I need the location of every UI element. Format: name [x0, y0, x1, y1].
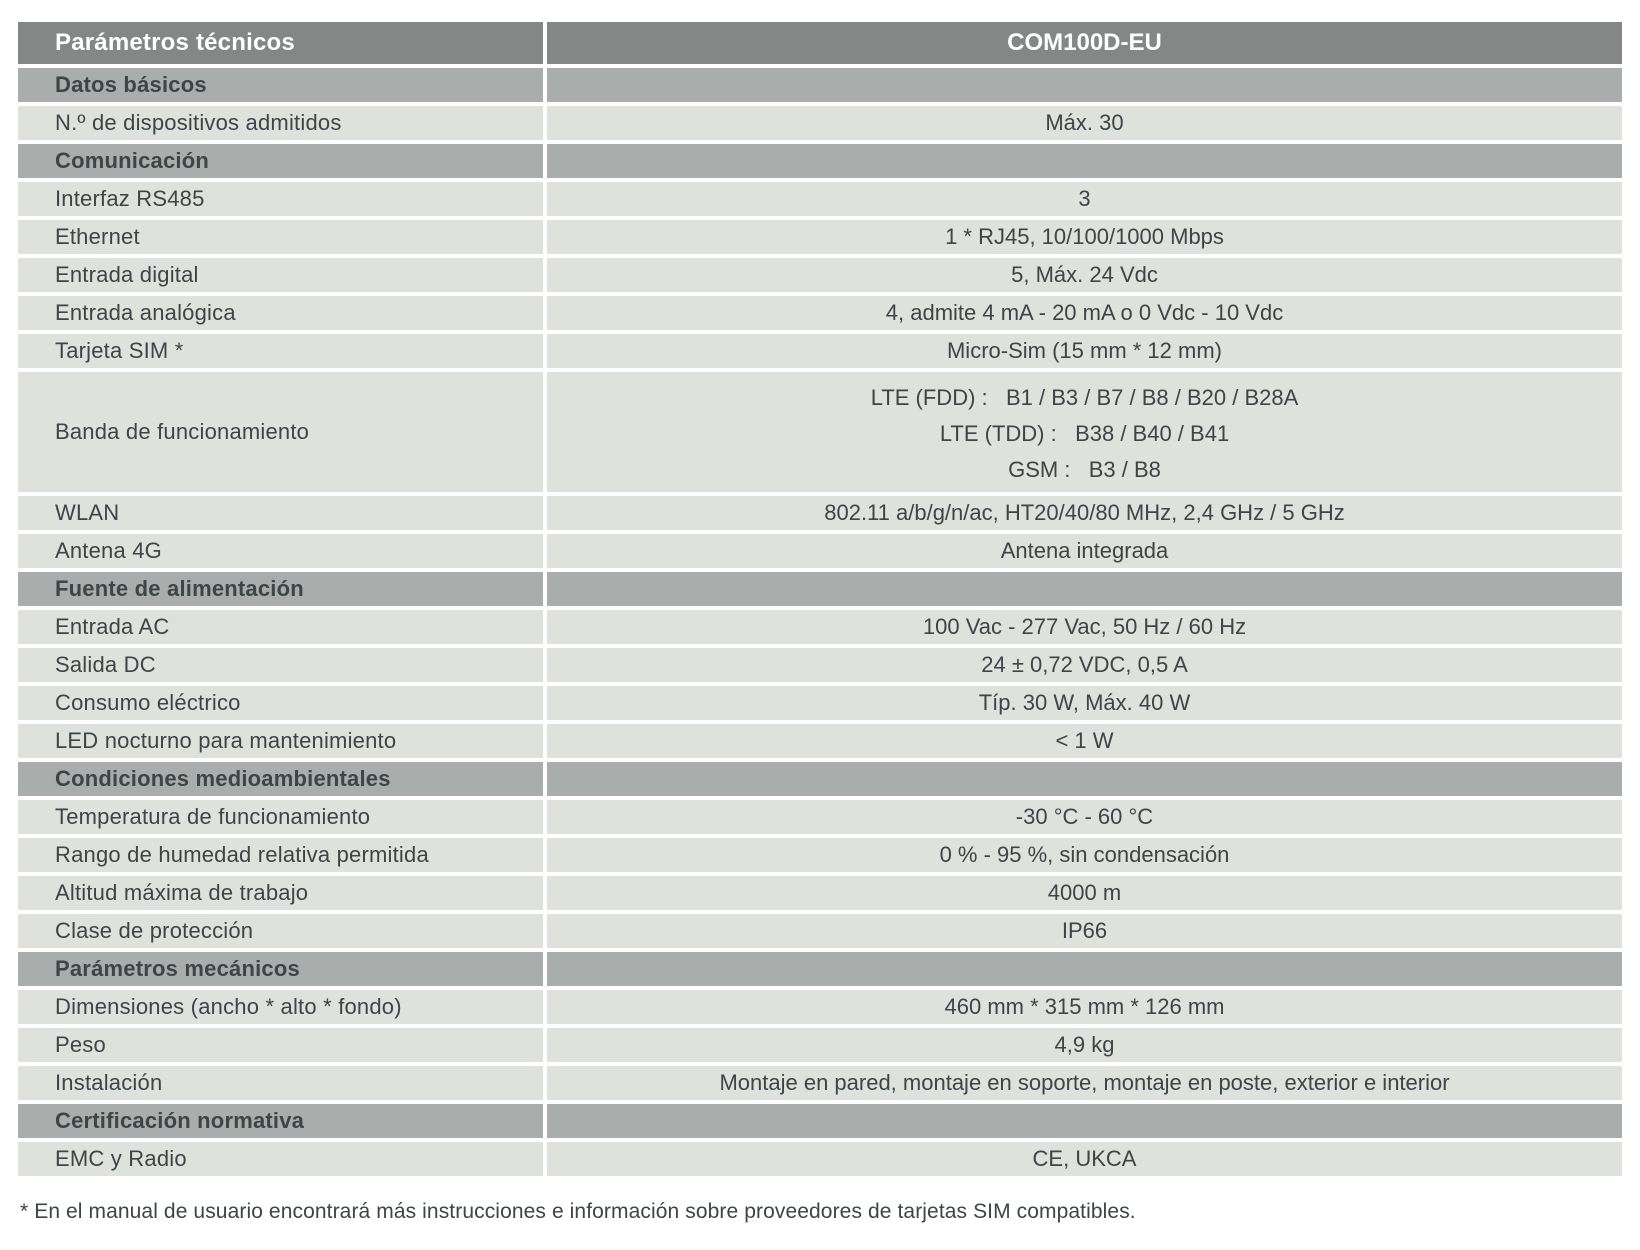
row-value: 4000 m: [547, 876, 1622, 910]
table-row: [18, 372, 1622, 496]
row-label: Entrada analógica: [18, 296, 543, 330]
section-row: [18, 144, 1622, 182]
footnote: * En el manual de usuario encontrará más instrucciones e información sobre proveedores de tarjetas SIM compatibles.: [20, 1200, 1136, 1223]
row-value: Máx. 30: [547, 106, 1622, 140]
table-row: [18, 182, 1622, 220]
row-value: Típ. 30 W, Máx. 40 W: [547, 686, 1622, 720]
section-row: [18, 762, 1622, 800]
spec-table: [18, 22, 1622, 1180]
row-value: CE, UKCA: [547, 1142, 1622, 1176]
section-value-blank: [547, 144, 1622, 178]
table-row: [18, 914, 1622, 952]
table-row: [18, 534, 1622, 572]
row-label: Antena 4G: [18, 534, 543, 568]
row-value: 100 Vac - 277 Vac, 50 Hz / 60 Hz: [547, 610, 1622, 644]
row-value: IP66: [547, 914, 1622, 948]
row-label: Salida DC: [18, 648, 543, 682]
table-row: [18, 1142, 1622, 1180]
section-value-blank: [547, 952, 1622, 986]
table-row: [18, 1028, 1622, 1066]
table-row: [18, 686, 1622, 724]
row-label: Altitud máxima de trabajo: [18, 876, 543, 910]
section-row: [18, 952, 1622, 990]
section-value-blank: [547, 68, 1622, 102]
row-value: < 1 W: [547, 724, 1622, 758]
table-row: [18, 610, 1622, 648]
band-line: GSM : B3 / B8: [1008, 457, 1161, 482]
band-line: LTE (TDD) : B38 / B40 / B41: [939, 421, 1230, 446]
row-label: Ethernet: [18, 220, 543, 254]
table-row: [18, 296, 1622, 334]
row-label: Interfaz RS485: [18, 182, 543, 216]
row-label: Clase de protección: [18, 914, 543, 948]
row-value: 0 % - 95 %, sin condensación: [547, 838, 1622, 872]
section-title: Comunicación: [18, 144, 543, 178]
row-value: 3: [547, 182, 1622, 216]
row-label: Consumo eléctrico: [18, 686, 543, 720]
band-line: LTE (FDD) : B1 / B3 / B7 / B8 / B20 / B28A: [870, 385, 1299, 410]
row-label: Instalación: [18, 1066, 543, 1100]
section-value-blank: [547, 762, 1622, 796]
row-value: 5, Máx. 24 Vdc: [547, 258, 1622, 292]
table-row: [18, 876, 1622, 914]
section-row: [18, 68, 1622, 106]
header-label: Parámetros técnicos: [18, 22, 543, 64]
table-row: [18, 838, 1622, 876]
header-model: COM100D-EU: [547, 22, 1622, 64]
section-title: Parámetros mecánicos: [18, 952, 543, 986]
row-label: Rango de humedad relativa permitida: [18, 838, 543, 872]
row-label: WLAN: [18, 496, 543, 530]
row-label: Dimensiones (ancho * alto * fondo): [18, 990, 543, 1024]
section-row: [18, 572, 1622, 610]
table-row: [18, 496, 1622, 534]
row-label: Temperatura de funcionamiento: [18, 800, 543, 834]
table-row: [18, 724, 1622, 762]
row-value: -30 °C - 60 °C: [547, 800, 1622, 834]
row-value: 4, admite 4 mA - 20 mA o 0 Vdc - 10 Vdc: [547, 296, 1622, 330]
table-row: [18, 800, 1622, 838]
row-value: Micro-Sim (15 mm * 12 mm): [547, 334, 1622, 368]
row-value-multiline: [547, 372, 1622, 492]
row-label: Entrada digital: [18, 258, 543, 292]
section-row: [18, 1104, 1622, 1142]
section-title: Certificación normativa: [18, 1104, 543, 1138]
table-row: [18, 258, 1622, 296]
table-row: [18, 990, 1622, 1028]
row-value: 460 mm * 315 mm * 126 mm: [547, 990, 1622, 1024]
row-label: Peso: [18, 1028, 543, 1062]
row-value: 4,9 kg: [547, 1028, 1622, 1062]
table-row: [18, 1066, 1622, 1104]
table-row: [18, 220, 1622, 258]
row-value: Montaje en pared, montaje en soporte, montaje en poste, exterior e interior: [547, 1066, 1622, 1100]
section-value-blank: [547, 1104, 1622, 1138]
row-label: EMC y Radio: [18, 1142, 543, 1176]
table-header-row: [18, 22, 1622, 68]
table-row: [18, 334, 1622, 372]
table-row: [18, 648, 1622, 686]
row-label: Tarjeta SIM *: [18, 334, 543, 368]
section-title: Fuente de alimentación: [18, 572, 543, 606]
row-value: Antena integrada: [547, 534, 1622, 568]
section-title: Datos básicos: [18, 68, 543, 102]
section-title: Condiciones medioambientales: [18, 762, 543, 796]
row-label: LED nocturno para mantenimiento: [18, 724, 543, 758]
row-label: N.º de dispositivos admitidos: [18, 106, 543, 140]
row-value: 24 ± 0,72 VDC, 0,5 A: [547, 648, 1622, 682]
row-value: 802.11 a/b/g/n/ac, HT20/40/80 MHz, 2,4 GHz / 5 GHz: [547, 496, 1622, 530]
row-label: Entrada AC: [18, 610, 543, 644]
row-value: 1 * RJ45, 10/100/1000 Mbps: [547, 220, 1622, 254]
section-value-blank: [547, 572, 1622, 606]
table-row: [18, 106, 1622, 144]
row-label: Banda de funcionamiento: [18, 372, 543, 492]
